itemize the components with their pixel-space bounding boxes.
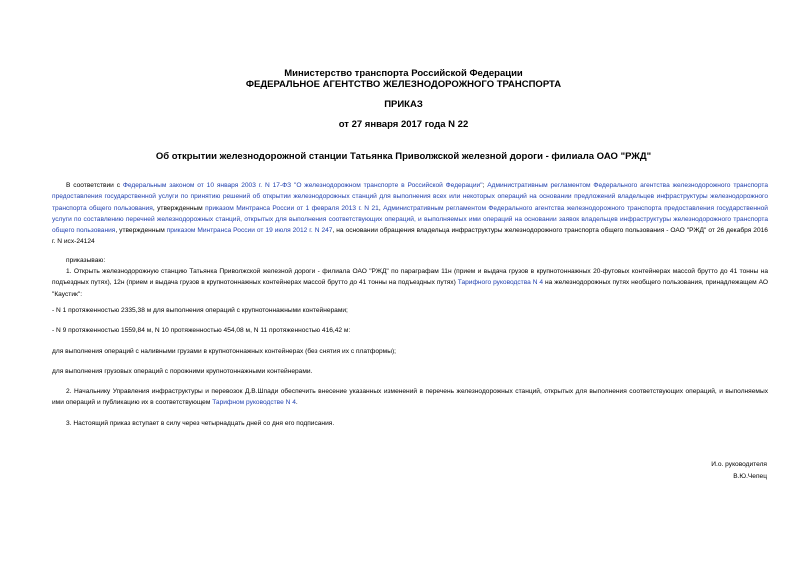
item-3-paragraph: 3. Настоящий приказ вступает в силу через четырнадцать дней со дня его подписания. bbox=[66, 420, 335, 427]
admin-regulation-lists-link[interactable]: Административным регламентом Федерального агентства железнодорожного транспорта предоставления государственной услуги по составлению перечней железнодорожных станций, открытых для выполнения соответствующих операций, и выполняемых ими операций на основании заявок владельцев инфраструктуры железнодорожного транспорта общего пользования bbox=[52, 204, 768, 235]
doc-type-heading: ПРИКАЗ bbox=[384, 99, 423, 110]
document-title: Об открытии железнодорожной станции Татьянка Приволжской железной дороги - филиала ОАО "РЖД" bbox=[155, 151, 652, 162]
signature-position: И.о. руководителя bbox=[711, 461, 767, 468]
sub-item-tracks-9-11: - N 9 протяженностью 1559,84 м, N 10 протяженностью 454,08 м, N 11 протяженностью 416,42 м: bbox=[52, 327, 351, 334]
item-1-text: на железнодорожных путях необщего пользования, принадлежащем АО "Каустик": bbox=[52, 279, 768, 298]
preamble-text: , утвержденным bbox=[115, 227, 167, 235]
signature-name: В.Ю.Чепец bbox=[733, 473, 767, 480]
admin-regulation-link[interactable]: Административным регламентом Федерального агентства железнодорожного транспорта предоставления государственной услуги по принятию решений об открытии железнодорожных станций для выполнения всех или некоторых операций на основании предложений владельцев инфраструктуры железнодорожного транспорта общего пользования bbox=[52, 182, 768, 212]
sub-item-liquid-cargo: для выполнения операций с наливными грузами в крупнотоннажных контейнерах (без снятия их с платформы); bbox=[52, 348, 396, 355]
sub-item-empty-containers: для выполнения грузовых операций с порожними крупнотоннажными контейнерами. bbox=[52, 368, 313, 375]
item-1-paragraph bbox=[52, 266, 768, 300]
preamble-text: ; bbox=[482, 182, 488, 189]
preamble-paragraph bbox=[52, 180, 768, 248]
tariff-guide-link[interactable]: Тарифного руководства N 4 bbox=[457, 279, 544, 287]
sub-item-track-1: - N 1 протяженностью 2335,38 м для выполнения операций с крупнотоннажными контейнерами; bbox=[52, 307, 348, 314]
federal-law-link[interactable]: Федеральным законом от 10 января 2003 г. N 17-ФЗ "О железнодорожном транспорте в Российской Федерации" bbox=[122, 182, 483, 189]
preamble-text: , утвержденным bbox=[152, 204, 206, 212]
order-21-link[interactable]: приказом Минтранса России от 1 февраля 2013 г. N 21 bbox=[205, 204, 379, 212]
item-2-paragraph bbox=[52, 386, 768, 409]
date-number-heading: от 27 января 2017 года N 22 bbox=[338, 119, 469, 130]
preamble-text: , на основании обращения владельца инфраструктуры железнодорожного транспорта общего пользования - ОАО "РЖД" от 26 декабря 2016 г. N исх-24124 bbox=[52, 227, 768, 246]
item-2-text: . bbox=[295, 399, 298, 407]
item-1-text: 1. Открыть железнодорожную станцию Татьянка Приволжской железной дороги - филиала ОАО "РЖД" по параграфам 11н (прием и выдача грузов в крупнотоннажных 20-футовых контейнерах массой брутто до 41 тонны на подъездных путях), 12н (прием и выдача грузов в крупнотоннажных контейнерах массой брутто до 41 тонны на подъездных путях) bbox=[52, 268, 768, 287]
preamble-text: В соответствии с bbox=[66, 182, 123, 189]
tariff-guide-link-2[interactable]: Тарифном руководстве N 4 bbox=[212, 399, 296, 407]
ministry-heading: Министерство транспорта Российской Федерации bbox=[284, 68, 523, 79]
preamble-text: , bbox=[378, 204, 384, 212]
agency-heading: ФЕДЕРАЛЬНОЕ АГЕНТСТВО ЖЕЛЕЗНОДОРОЖНОГО ТРАНСПОРТА bbox=[245, 79, 562, 90]
order-247-link[interactable]: приказом Минтранса России от 19 июля 2012 г. N 247 bbox=[166, 227, 333, 235]
order-word: приказываю: bbox=[66, 257, 106, 264]
item-2-text: 2. Начальнику Управления инфраструктуры и перевозок Д.В.Шпади обеспечить внесение указанных изменений в перечень железнодорожных станций, открытых для выполнения соответствующих операций, и выполняемых ими операций и публикацию их в соответствующем bbox=[52, 388, 768, 407]
